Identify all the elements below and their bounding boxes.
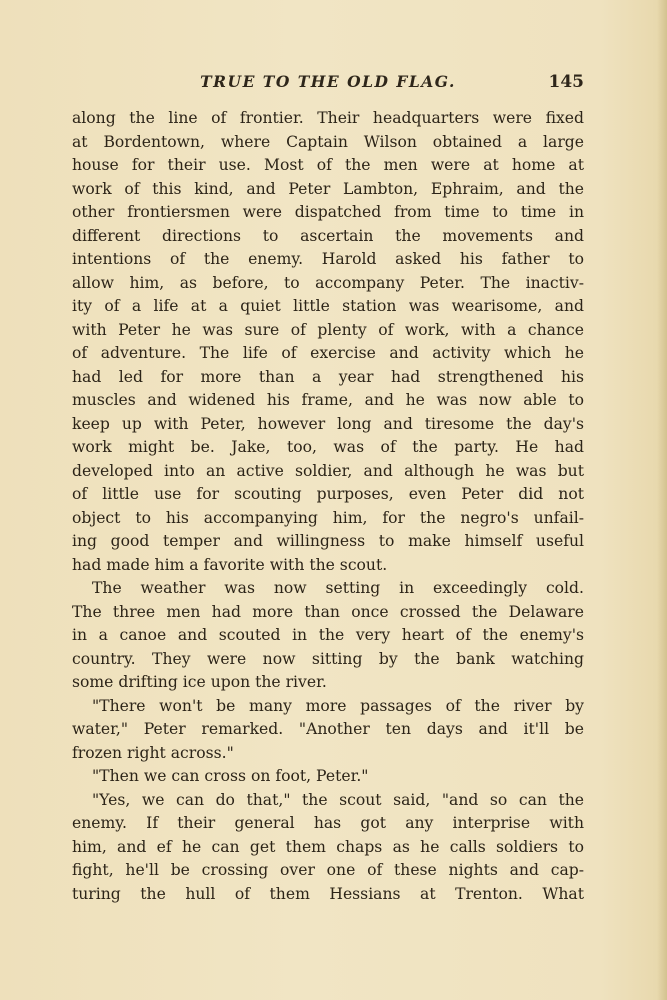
text-line: had led for more than a year had strengthened his — [72, 367, 584, 386]
page-edge-shadow — [657, 0, 667, 1000]
text-line: "Then we can cross on foot, Peter." — [92, 767, 369, 785]
page-number: 145 — [548, 72, 584, 92]
text-line: developed into an active soldier, and although he was but — [72, 461, 584, 480]
text-line: him, and ef he can get them chaps as he calls soldiers to — [72, 837, 584, 856]
running-title: TRUE TO THE OLD FLAG. — [200, 72, 456, 91]
text-line: water," Peter remarked. "Another ten days and it'll be — [72, 720, 584, 738]
text-line: frozen right across." — [72, 743, 234, 762]
text-line: object to his accompanying him, for the negro's unfail- — [72, 508, 584, 527]
text-line: muscles and widened his frame, and he was now able to — [72, 391, 584, 409]
text-line: keep up with Peter, however long and tiresome the day's — [72, 414, 584, 433]
text-line: in a canoe and scouted in the very heart of the enemy's — [72, 626, 584, 644]
text-line: "There won't be many more passages of the river by — [92, 696, 584, 715]
text-line: enemy. If their general has got any interprise with — [72, 814, 584, 832]
text-line: some drifting ice upon the river. — [72, 673, 327, 691]
text-line: other frontiersmen were dispatched from time to time in — [72, 203, 584, 221]
text-line: along the line of frontier. Their headquarters were fixed — [72, 109, 584, 127]
text-line: work of this kind, and Peter Lambton, Ephraim, and the — [72, 179, 584, 198]
text-line: The three men had more than once crossed the Delaware — [72, 602, 584, 621]
text-line: fight, he'll be crossing over one of these nights and cap- — [72, 861, 584, 879]
text-line: intentions of the enemy. Harold asked his father to — [72, 250, 584, 268]
text-line: at Bordentown, where Captain Wilson obtained a large — [72, 132, 584, 151]
text-line: had made him a favorite with the scout. — [72, 555, 388, 574]
text-line: turing the hull of them Hessians at Trenton. What — [72, 884, 584, 903]
text-line: of adventure. The life of exercise and activity which he — [72, 344, 584, 362]
body-text — [72, 107, 584, 906]
text-line: ing good temper and willingness to make himself useful — [72, 532, 584, 550]
text-line: different directions to ascertain the movements and — [72, 226, 584, 245]
text-line: ity of a life at a quiet little station was wearisome, and — [72, 297, 584, 315]
text-line: "Yes, we can do that," the scout said, "and so can the — [92, 790, 584, 809]
text-line: work might be. Jake, too, was of the party. He had — [72, 438, 584, 456]
text-line: house for their use. Most of the men were at home at — [72, 156, 584, 174]
page-header — [72, 72, 584, 96]
text-line: The weather was now setting in exceedingly cold. — [92, 579, 584, 597]
text-line: allow him, as before, to accompany Peter. The inactiv- — [72, 273, 584, 292]
text-line: country. They were now sitting by the bank watching — [72, 649, 584, 668]
text-line: of little use for scouting purposes, even Peter did not — [72, 485, 584, 503]
text-line: with Peter he was sure of plenty of work, with a chance — [72, 320, 584, 339]
